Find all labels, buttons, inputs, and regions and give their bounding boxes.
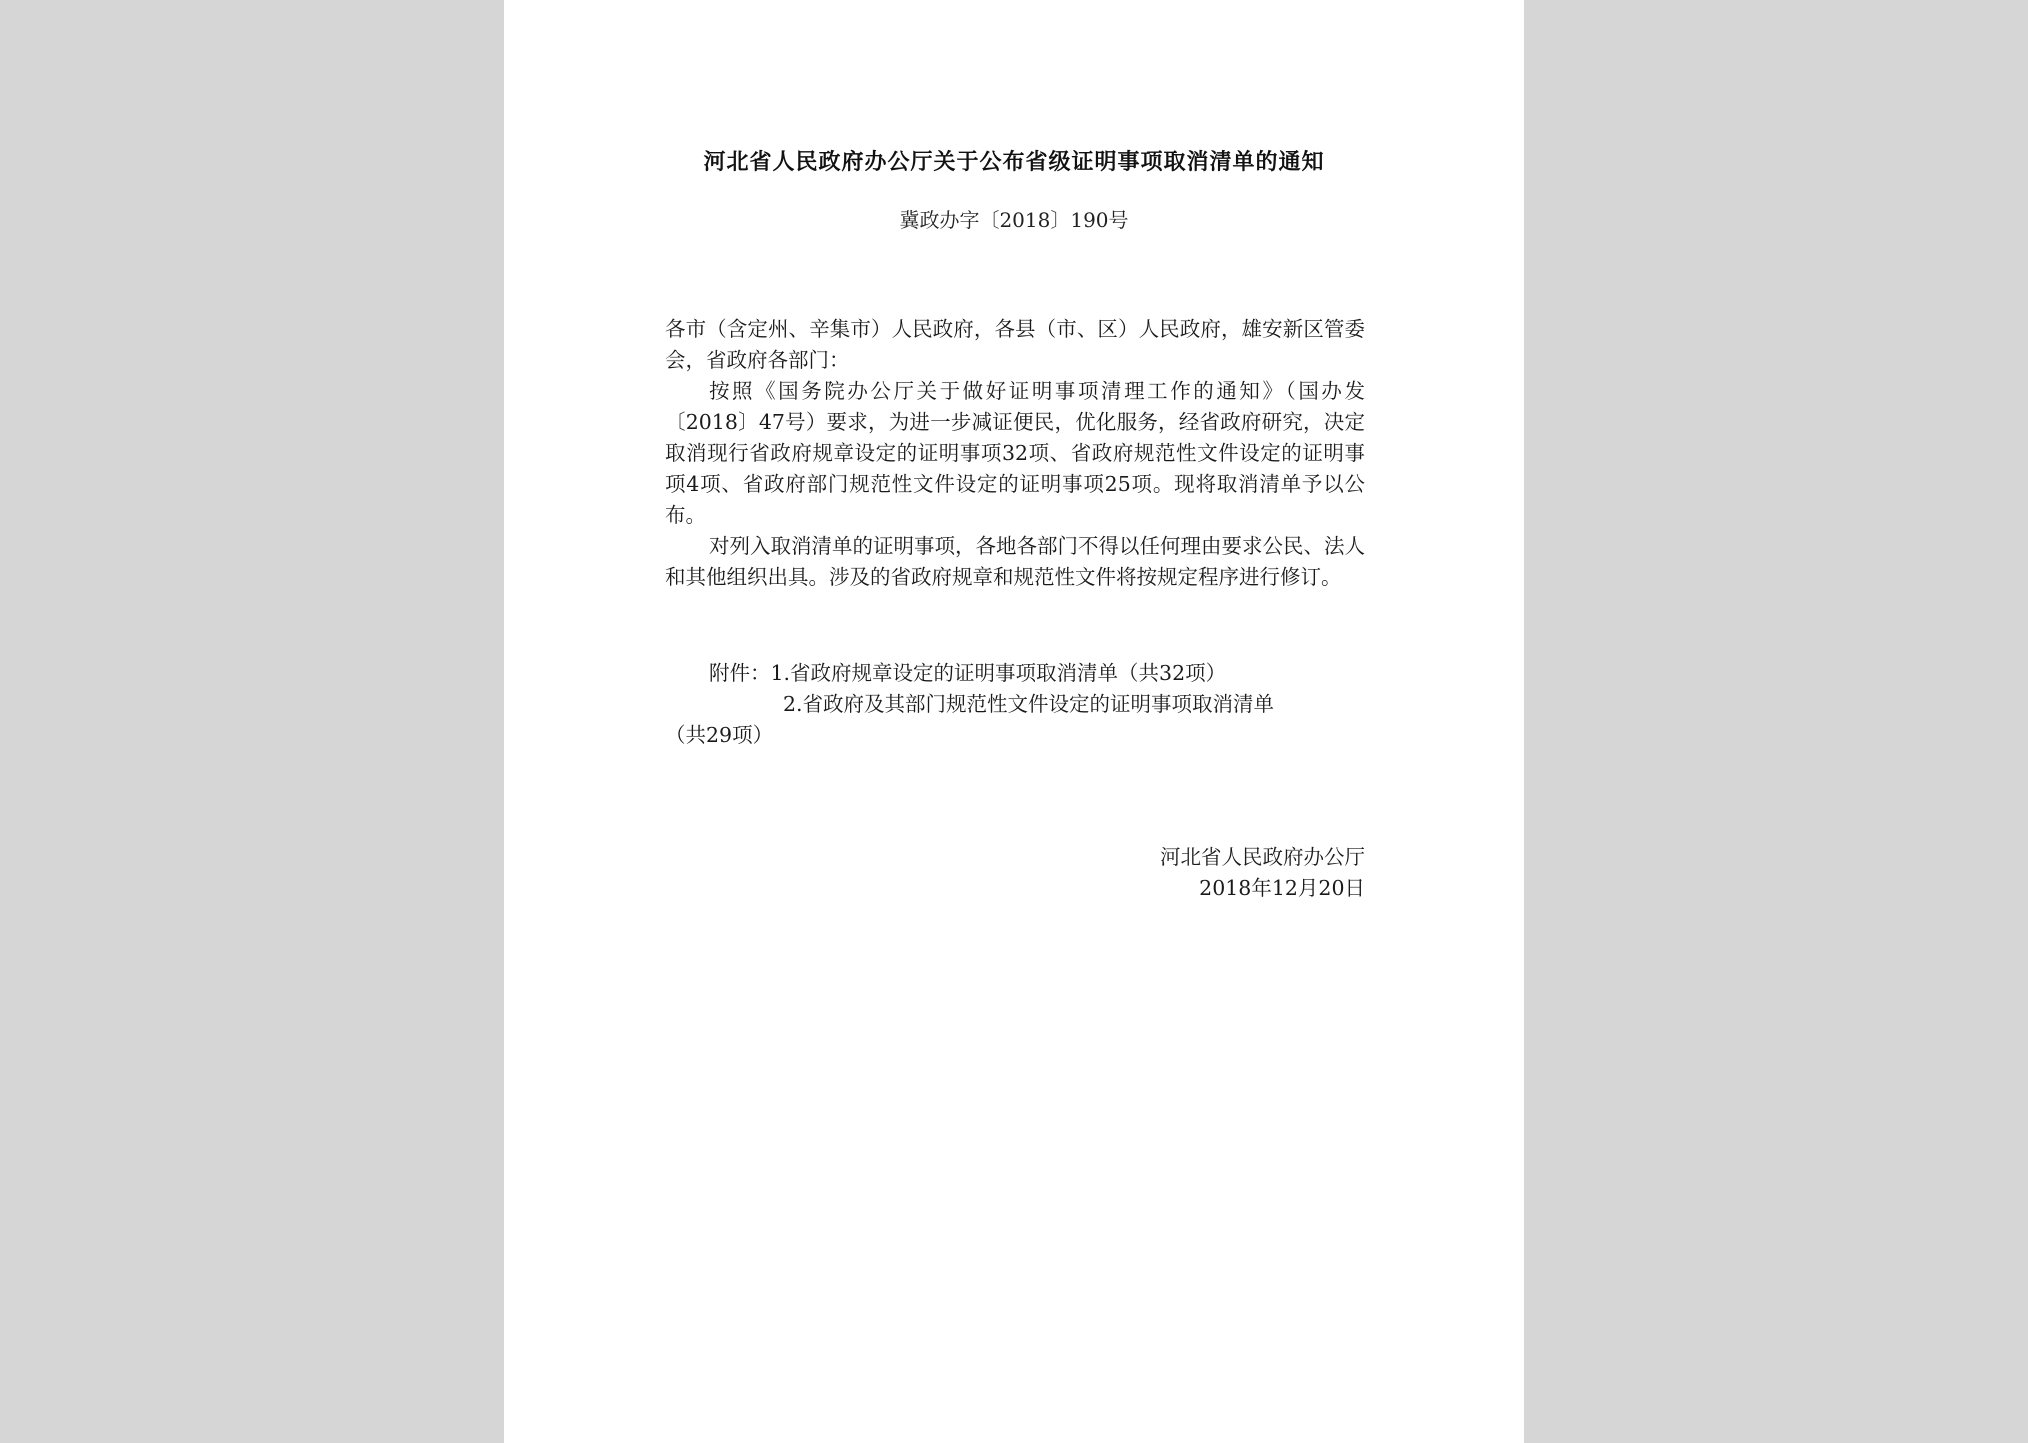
body-paragraph-2: 对列入取消清单的证明事项，各地各部门不得以任何理由要求公民、法人和其他组织出具。涉及的省政府规章和规范性文件将按规定程序进行修订。 <box>665 534 1365 589</box>
issue-date: 2018年12月20日 <box>1199 876 1365 900</box>
document-body <box>665 314 1365 593</box>
salutation: 各市（含定州、辛集市）人民政府，各县（市、区）人民政府，雄安新区管委会，省政府各部门： <box>665 317 1365 372</box>
attachment-item-1: 附件：1.省政府规章设定的证明事项取消清单（共32项） <box>709 661 1227 685</box>
body-paragraph-1: 按照《国务院办公厅关于做好证明事项清理工作的通知》（国办发〔2018〕47号）要求，为进一步减证便民，优化服务，经省政府研究，决定取消现行省政府规章设定的证明事项32项、省政府规范性文件设定的证明事项4项、省政府部门规范性文件设定的证明事项25项。现将取消清单予以公布。 <box>665 379 1365 527</box>
document-page <box>504 0 1524 1443</box>
issuer: 河北省人民政府办公厅 <box>1160 845 1365 869</box>
document-number: 冀政办字〔2018〕190号 <box>899 208 1129 232</box>
signature-block <box>1160 842 1365 904</box>
document-title: 河北省人民政府办公厅关于公布省级证明事项取消清单的通知 <box>703 150 1325 175</box>
attachment-item-2: 2.省政府及其部门规范性文件设定的证明事项取消清单 <box>783 692 1275 716</box>
attachments <box>665 658 1365 751</box>
attachment-item-2-continued: （共29项） <box>665 723 774 747</box>
